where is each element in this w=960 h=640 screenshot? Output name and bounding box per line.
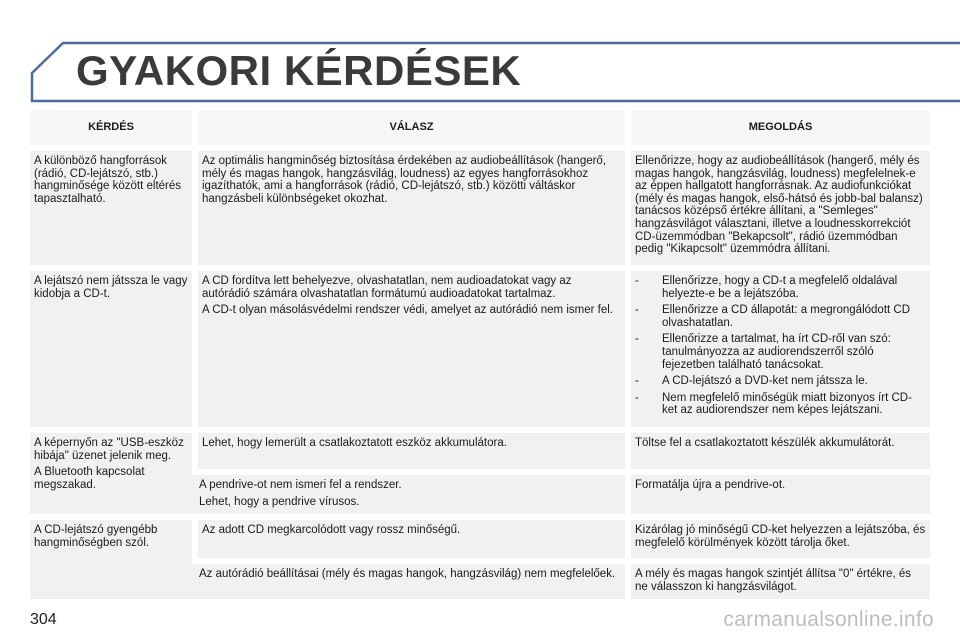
answer-cell: Az adott CD megkarcolódott vagy rossz minőségű. [195,517,628,561]
list-item: - A CD-lejátszó a DVD-ket nem játssza le. [635,375,926,388]
question-cell: A lejátszó nem játssza le vagy kidobja a CD-t. [30,268,195,430]
solution-list [635,275,926,417]
answer-cell [195,268,628,430]
table-header-row [30,110,930,148]
solution-cell: A mély és magas hangok szintjét állítsa "0" értékre, és ne válasszon ki hangzásvilágot. [628,561,930,599]
faq-table [30,110,930,599]
page-number: 304 [30,611,57,628]
question-cell [30,430,195,517]
question-cell: A különböző hangforrások (rádió, CD-lejátszó, stb.) hangminősége között eltérés tapasztalható. [30,148,195,268]
question-cell: A CD-lejátszó gyengébb hangminőségben szól. [30,517,195,599]
solution-cell: Kizárólag jó minőségű CD-ket helyezzen a lejátszóba, és megfelelő körülmények között tárolja őket. [628,517,930,561]
list-item: - Nem megfelelő minőségük miatt bizonyos írt CD-ket az audiorendszer nem képes lejátszani. [635,392,926,417]
solution-cell: Ellenőrizze, hogy az audiobeállítások (hangerő, mély és magas hangok, hangzásvilág, loudness) megfelelnek-e az éppen hallgatott hangforrásnak. Az audiofunkciókat (mély és magas hangok, első-hátsó és jobb-bal balansz) tanácsos középső értékre állítani, a "Semleges" hangzásvilágot választani, illetve a loudnesskorrekciót CD-üzemmódban "Bekapcsolt", rádió üzemmódban pedig "Kikapcsolt" üzemmódra állítani. [628,148,930,268]
answer-cell [195,472,628,517]
answer-paragraph: A CD fordítva lett behelyezve, olvashatatlan, nem audioadatokat vagy az autórádió számára olvashatatlan formátumú audioadatokat tartalmaz. [202,275,572,300]
answer-paragraph: A pendrive-ot nem ismeri fel a rendszer. [199,478,402,491]
solution-cell: Töltse fel a csatlakoztatott készülék akkumulátorát. [628,430,930,472]
answer-cell: Lehet, hogy lemerült a csatlakoztatott eszköz akkumulátora. [195,430,628,472]
answer-cell: Az optimális hangminőség biztosítása érdekében az audiobeállítások (hangerő, mély és magas hangok, hangzásvilág, loudness) az egyes hangforrásokhoz igazíthatók, ami a hangforrások (rádió, CD-lejátszó, stb.) közötti váltáskor hangzásbeli különbségeket okozhat. [195,148,628,268]
list-item: - Ellenőrizze a CD állapotát: a megrongálódott CD olvashatatlan. [635,304,926,329]
faq-table-container [30,110,930,599]
table-row [30,268,930,430]
solution-cell: Formatálja újra a pendrive-ot. [628,472,930,517]
watermark: carmanualsonline.info [723,608,934,631]
question-paragraph: A képernyőn az "USB-eszköz hibája" üzenet jelenik meg. [34,436,184,462]
header-solution: MEGOLDÁS [628,110,930,148]
header-answer: VÁLASZ [195,110,628,148]
question-paragraph: A Bluetooth kapcsolat megszakad. [34,466,145,491]
header-question: KÉRDÉS [30,110,195,148]
table-row [30,148,930,268]
list-item: - Ellenőrizze a tartalmat, ha írt CD-ről van szó: tanulmányozza az audiorendszerről szóló fejezetben található tanácsokat. [635,333,926,371]
table-row [30,517,930,561]
answer-paragraph: Lehet, hogy a pendrive vírusos. [199,495,360,508]
answer-cell: Az autórádió beállításai (mély és magas hangok, hangzásvilág) nem megfelelőek. [195,561,628,599]
answer-paragraph: A CD-t olyan másolásvédelmi rendszer védi, amelyet az autórádió nem ismer fel. [202,304,613,317]
page-title: GYAKORI KÉRDÉSEK [76,47,522,94]
table-row [30,430,930,472]
solution-cell [628,268,930,430]
list-item: - Ellenőrizze, hogy a CD-t a megfelelő oldalával helyezte-e be a lejátszóba. [635,275,926,300]
